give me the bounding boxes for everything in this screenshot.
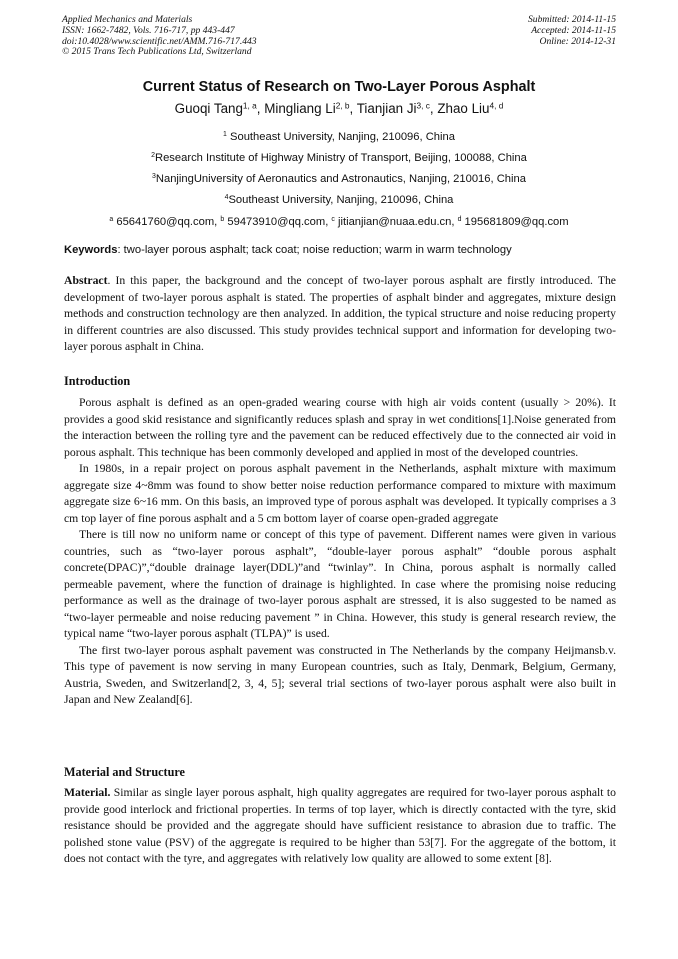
affiliation-text: NanjingUniversity of Aeronautics and Astronautics, Nanjing, 210016, China — [155, 173, 526, 185]
email-link[interactable]: 65641760@qq.com, — [113, 216, 221, 228]
abstract-block — [64, 273, 616, 356]
doi-line: doi:10.4028/www.scientific.net/AMM.716-717.443 — [62, 35, 257, 47]
author-name: Guoqi Tang — [174, 101, 243, 116]
email-link[interactable]: 59473910@qq.com, — [224, 216, 332, 228]
email-list — [0, 216, 678, 228]
affiliation-marker: 1 — [223, 131, 227, 139]
affiliation-4 — [0, 194, 678, 206]
journal-header-left — [62, 15, 257, 58]
keywords-line — [64, 244, 616, 256]
introduction-body — [64, 395, 616, 709]
affiliation-text: Research Institute of Highway Ministry of Transport, Beijing, 100088, China — [155, 152, 527, 164]
email-link[interactable]: jitianjian@nuaa.edu.cn, — [334, 216, 458, 228]
paragraph: Similar as single layer porous asphalt, high quality aggregates are required for two-layer porous asphalt to provide good interlock and frictional properties. In terms of top layer, which is directly contacted with the tyre, skid resistance should be provided and the aggregate should have sufficient resistance to abrasion due to traffic. The polished stone value (PSV) of the aggregate is required to be higher than 53[7]. For the aggregate of the bottom, it does not contact with the tyre, and aggregates with relatively low quality are allowed to some extent [8]. — [64, 786, 616, 865]
author-marker: 3, c — [416, 100, 430, 111]
affiliation-3 — [0, 173, 678, 185]
accepted-date: Accepted: 2014-11-15 — [531, 24, 616, 36]
section-heading-material-structure: Material and Structure — [64, 765, 185, 779]
author-marker: 1, a — [242, 100, 257, 111]
paragraph: Porous asphalt is defined as an open-graded wearing course with high air voids content (usually > 20%). It provides a good skid resistance and significantly reduces splash and spray in wet conditions[1].Noise generated from the interaction between the rolling tyre and the pavement can be reduced effectively due to the connected air void in porous asphalt. This technique has been commonly developed and applied in most of the developed countries. — [64, 396, 616, 459]
email-marker: b — [220, 216, 225, 224]
abstract-label: Abstract — [64, 274, 108, 287]
affiliation-marker: 3 — [152, 173, 156, 181]
paragraph: There is till now no uniform name or concept of this type of pavement. Different names were given in various countries, such as “two-layer porous asphalt”, “double-layer porous asphalt” “double porous asphalt concrete(DPAC)”,“double drainage layer(DDL)”and “twinlay”. In China, porous asphalt is normally called permeable pavement, where the function of drainage is highlighted. In case where the promising noise reducing performance as well as the drainage of two-layer porous asphalt are stressed, it is also suggested to be named as “two-layer permeable and noise reducing pavement ” in China. However, this study is general research review, the typical name “two-layer porous asphalt (TLPA)” is used. — [64, 528, 616, 640]
submitted-date: Submitted: 2014-11-15 — [527, 14, 616, 25]
journal-header-right — [528, 15, 616, 47]
paper-title: Current Status of Research on Two-Layer Porous Asphalt — [142, 79, 536, 95]
keywords-text: : two-layer porous asphalt; tack coat; noise reduction; warm in warm technology — [117, 244, 512, 256]
issn-line: ISSN: 1662-7482, Vols. 716-717, pp 443-447 — [62, 24, 235, 36]
copyright-line: © 2015 Trans Tech Publications Ltd, Switzerland — [62, 46, 252, 58]
email-marker: d — [457, 216, 462, 224]
online-date: Online: 2014-12-31 — [539, 35, 616, 47]
journal-name: Applied Mechanics and Materials — [62, 14, 193, 25]
affiliation-text: Southeast University, Nanjing, 210096, China — [228, 194, 454, 206]
material-body — [64, 785, 616, 868]
author-name: Zhao Liu — [437, 101, 490, 116]
abstract-text: . In this paper, the background and the concept of two-layer porous asphalt are firstly introduced. The development of two-layer porous asphalt is stated. The properties of asphalt binder and aggregates, mixture design methods and construction technology are then analyzed. In addition, the typical structure and noise reducing property in different countries are also discussed. This study provides technical support and information for developing two-layer porous asphalt in China. — [64, 274, 616, 353]
email-marker: a — [109, 216, 114, 224]
email-marker: c — [331, 216, 335, 224]
author-name: Mingliang Li — [264, 101, 336, 116]
subsection-runin: Material. — [64, 786, 111, 799]
affiliation-1 — [0, 131, 678, 143]
author-name: Tianjian Ji — [356, 101, 417, 116]
email-link[interactable]: 195681809@qq.com — [461, 216, 569, 228]
affiliation-text: Southeast University, Nanjing, 210096, China — [226, 131, 455, 143]
author-marker: 4, d — [489, 100, 504, 111]
paragraph: The first two-layer porous asphalt pavement was constructed in The Netherlands by the company Heijmansb.v. This type of pavement is now serving in many European countries, such as Italy, Denmark, Belgium, Germany, Austria, Sweden, and Switzerland[2, 3, 4, 5]; several trial sections of two-layer porous asphalt were also built in Japan and New Zealand[6]. — [64, 643, 616, 706]
affiliation-marker: 2 — [151, 152, 155, 160]
affiliation-marker: 4 — [224, 194, 229, 202]
paragraph: In 1980s, in a repair project on porous asphalt pavement in the Netherlands, asphalt mixture with maximum aggregate size 4~8mm was found to show better noise reduction performance compared to mixture with maximum aggregate size 6~16 mm. On this basis, an improved type of porous asphalt was developed. It typically comprises a 3 cm top layer of fine porous asphalt and a 5 cm bottom layer of coarse open-graded aggregate — [64, 462, 616, 525]
author-list: Guoqi Tang$^{1, a}$, Mingliang Li$^{2, b}$, Tianjian Ji$^{3, c}$, Zhao Liu$^{4, d}$ — [174, 100, 504, 116]
author-marker: 2, b — [335, 100, 350, 111]
affiliation-2 — [0, 152, 678, 164]
keywords-label: Keywords — [64, 244, 118, 256]
section-heading-introduction: Introduction — [64, 374, 131, 388]
